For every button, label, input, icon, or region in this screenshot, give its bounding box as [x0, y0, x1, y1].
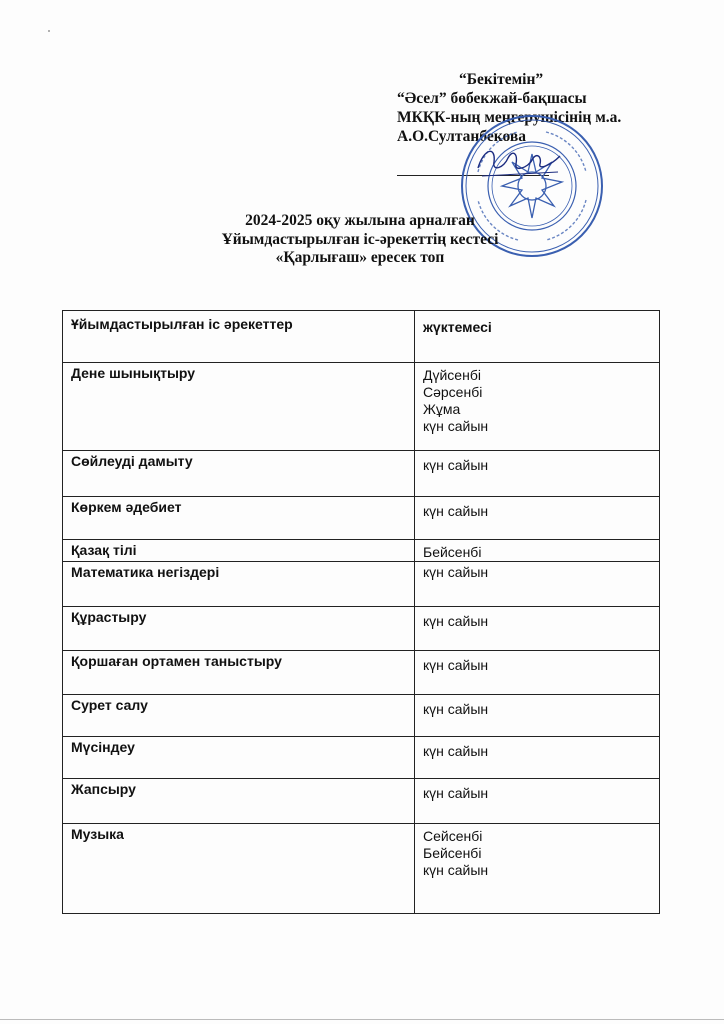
row-load [415, 824, 660, 914]
row-load [415, 363, 660, 451]
signature-icon [470, 138, 570, 182]
row-load: күн сайын [415, 562, 660, 607]
approval-organization: “Әсел” бөбекжай-бақшасы [397, 90, 587, 107]
table-row [63, 651, 660, 695]
approval-name: А.О.Султанбекова [397, 128, 526, 145]
table-row [63, 363, 660, 451]
load-day: күн сайын [423, 418, 489, 434]
row-subject: Мүсіндеу [63, 737, 415, 779]
row-load: күн сайын [415, 651, 660, 695]
heading-title: Ұйымдастырылған іс-әрекеттің кестесі [221, 230, 499, 248]
table-row [63, 779, 660, 824]
load-day: Бейсенбі [423, 845, 482, 861]
row-load: күн сайын [415, 695, 660, 737]
scan-edge [0, 1019, 724, 1020]
row-load: күн сайын [415, 737, 660, 779]
row-load: күн сайын [415, 451, 660, 497]
row-subject: Қазақ тілі [63, 540, 415, 562]
row-subject: Дене шынықтыру [63, 363, 415, 451]
table-row [63, 695, 660, 737]
row-subject: Көркем әдебиет [63, 497, 415, 540]
load-day: күн сайын [423, 862, 489, 878]
row-subject: Құрастыру [63, 607, 415, 651]
header-subject: Ұйымдастырылған іс әрекеттер [63, 311, 415, 363]
table-row [63, 451, 660, 497]
table-row [63, 737, 660, 779]
heading-year: 2024-2025 оқу жылына арналған [245, 212, 475, 229]
load-day: Жұма [423, 401, 461, 417]
row-load: күн сайын [415, 779, 660, 824]
header-load: жүктемесі [415, 311, 660, 363]
scan-speck [48, 30, 50, 32]
row-load: Бейсенбі [415, 540, 660, 562]
row-subject: Жапсыру [63, 779, 415, 824]
row-load: күн сайын [415, 497, 660, 540]
schedule-table [62, 310, 660, 914]
heading-group: «Қарлығаш» ересек топ [275, 249, 445, 266]
row-subject: Сөйлеуді дамыту [63, 451, 415, 497]
row-subject: Сурет салу [63, 695, 415, 737]
load-day: Дүйсенбі [423, 367, 481, 383]
approval-position: МКҚК-ның меңгерушісінің м.а. [397, 109, 622, 126]
load-day: Сейсенбі [423, 828, 483, 844]
row-subject: Математика негіздері [63, 562, 415, 607]
table-row [63, 562, 660, 607]
row-load: күн сайын [415, 607, 660, 651]
table-row [63, 824, 660, 914]
load-day: Сәрсенбі [423, 384, 483, 400]
table-row [63, 540, 660, 562]
document-heading [150, 212, 570, 268]
approval-title: “Бекітемін” [459, 71, 544, 88]
row-subject: Қоршаған ортамен таныстыру [63, 651, 415, 695]
table-row [63, 607, 660, 651]
table-header-row [63, 311, 660, 363]
table-row [63, 497, 660, 540]
row-subject: Музыка [63, 824, 415, 914]
